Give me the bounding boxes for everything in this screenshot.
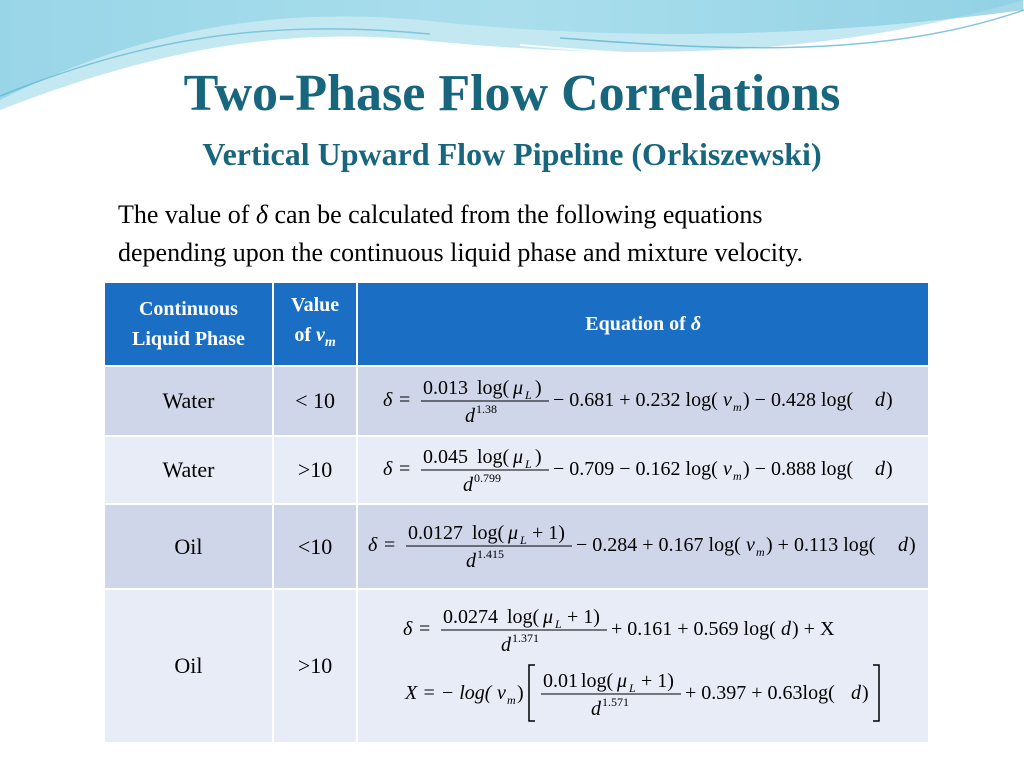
intro-pre: The value of — [118, 200, 256, 229]
eq3-d: d — [466, 549, 477, 572]
table-row — [104, 504, 929, 589]
eq4a-mu: μ — [543, 606, 554, 628]
eq4b-plus1: + 1) — [641, 670, 675, 692]
eq1-eq: = — [399, 389, 411, 411]
eq4a-d: d — [501, 634, 512, 656]
eq4b-tail: + 0.397 + 0.63log( — [685, 682, 835, 704]
header-vm — [273, 282, 357, 366]
eq3-exp: 1.415 — [477, 546, 505, 561]
header-vm-line1: Value — [291, 294, 340, 316]
eq3-coef: 0.0127 — [408, 521, 464, 544]
eq4b-L: L — [629, 681, 636, 695]
eq2-close: ) — [535, 446, 542, 468]
header-phase — [104, 282, 273, 366]
eq4a-log: log( — [507, 606, 540, 628]
cell-vm: < 10 — [273, 366, 357, 436]
eq4b-d2: d — [851, 682, 862, 704]
header-equation — [357, 282, 929, 366]
intro-post: can be calculated from the following equations — [267, 200, 763, 229]
eq3-m: m — [756, 544, 765, 559]
eq4a-coef: 0.0274 — [443, 606, 499, 628]
equation-3 — [368, 517, 918, 577]
eq4a-end: ) + X — [792, 618, 835, 640]
eq2-d2: d — [875, 458, 886, 480]
equation-2 — [383, 441, 903, 499]
cell-equation — [357, 366, 929, 436]
eq4b-coef: 0.01 — [543, 670, 579, 692]
header-vm-of: of — [294, 324, 317, 346]
eq4a-delta: δ — [403, 618, 413, 640]
eq4a-eq: = — [419, 618, 431, 640]
cell-vm: >10 — [273, 589, 357, 743]
eq2-tail: − 0.709 − 0.162 log( — [553, 458, 718, 480]
eq4b-d: d — [591, 698, 602, 720]
header-phase-line2: Liquid Phase — [132, 328, 245, 350]
eq1-tail: − 0.681 + 0.232 log( — [553, 389, 718, 411]
cell-vm: >10 — [273, 436, 357, 504]
intro-text — [118, 196, 958, 272]
eq4b-log: log( — [581, 670, 614, 692]
eq3-eq: = — [384, 533, 396, 556]
slide-subtitle: Vertical Upward Flow Pipeline (Orkiszewski) — [202, 136, 822, 172]
eq2-m: m — [733, 469, 742, 483]
eq4b-close: ) — [517, 682, 524, 704]
table-row — [104, 436, 929, 504]
eq4b-exp: 1.571 — [602, 695, 630, 709]
eq2-eq: = — [399, 458, 411, 480]
cell-equation — [357, 589, 929, 743]
table-row — [104, 589, 929, 743]
eq1-m: m — [733, 400, 742, 414]
correlation-table — [103, 281, 930, 744]
intro-line-2: depending upon the continuous liquid phase and mixture velocity. — [118, 238, 804, 267]
eq1-L: L — [525, 388, 532, 402]
eq1-coef: 0.013 — [423, 377, 469, 399]
eq4b-lhs: X = − log( — [405, 682, 492, 704]
delta-symbol: δ — [255, 200, 268, 229]
eq2-exp: 0.799 — [474, 471, 502, 485]
eq4b-v: v — [497, 682, 507, 704]
eq3-plus1: + 1) — [532, 521, 566, 544]
eq1-end: ) — [886, 389, 893, 411]
right-bracket — [873, 665, 879, 721]
eq4b-end: ) — [862, 682, 869, 704]
cell-vm: <10 — [273, 504, 357, 589]
eq3-tail2: ) + 0.113 log( — [766, 533, 876, 556]
eq1-log: log( — [477, 377, 510, 399]
eq3-end: ) — [909, 533, 916, 556]
eq3-log: log( — [472, 521, 505, 544]
eq1-mu: μ — [513, 377, 524, 399]
header-vm-sub: m — [324, 335, 336, 350]
eq1-tail2: ) − 0.428 log( — [743, 389, 854, 411]
cell-equation — [357, 504, 929, 589]
cell-equation — [357, 436, 929, 504]
eq4a-tail: + 0.161 + 0.569 log( — [611, 618, 776, 640]
eq4a-d2: d — [781, 618, 792, 640]
eq2-L: L — [525, 457, 532, 471]
eq1-d2: d — [875, 389, 886, 411]
table-row — [104, 366, 929, 436]
eq1-v: v — [723, 389, 733, 411]
eq2-v: v — [723, 458, 733, 480]
eq2-delta: δ — [383, 458, 393, 480]
eq3-tail: − 0.284 + 0.167 log( — [576, 533, 741, 556]
intro-line-1 — [118, 196, 958, 234]
header-eq-pre: Equation of — [585, 313, 691, 335]
equation-1 — [383, 372, 903, 430]
header-vm-sym: v — [316, 324, 325, 346]
cell-phase: Oil — [104, 589, 273, 743]
eq2-log: log( — [477, 446, 510, 468]
cell-phase: Oil — [104, 504, 273, 589]
cell-phase: Water — [104, 436, 273, 504]
left-bracket — [529, 665, 535, 721]
slide-title: Two-Phase Flow Correlations — [183, 65, 841, 122]
eq1-delta: δ — [383, 389, 393, 411]
eq3-d2: d — [898, 533, 909, 556]
equation-4 — [403, 601, 883, 731]
header-eq-sym: δ — [690, 313, 702, 335]
eq4a-L: L — [555, 617, 562, 631]
header-phase-line1: Continuous — [138, 298, 238, 320]
eq3-L: L — [520, 532, 527, 547]
eq2-tail2: ) − 0.888 log( — [743, 458, 854, 480]
eq3-delta: δ — [368, 533, 378, 556]
eq2-coef: 0.045 — [423, 446, 469, 468]
eq2-mu: μ — [513, 446, 524, 468]
eq1-d: d — [465, 405, 476, 427]
eq1-exp: 1.38 — [476, 402, 498, 416]
eq2-end: ) — [886, 458, 893, 480]
cell-phase: Water — [104, 366, 273, 436]
table-header-row — [104, 282, 929, 366]
eq4a-exp: 1.371 — [512, 631, 540, 645]
eq4a-plus1: + 1) — [567, 606, 601, 628]
eq3-v: v — [746, 533, 756, 556]
eq3-mu: μ — [508, 521, 519, 544]
eq4b-m: m — [507, 693, 516, 707]
eq2-d: d — [463, 474, 474, 496]
eq4b-mu: μ — [617, 670, 628, 692]
eq1-close: ) — [535, 377, 542, 399]
